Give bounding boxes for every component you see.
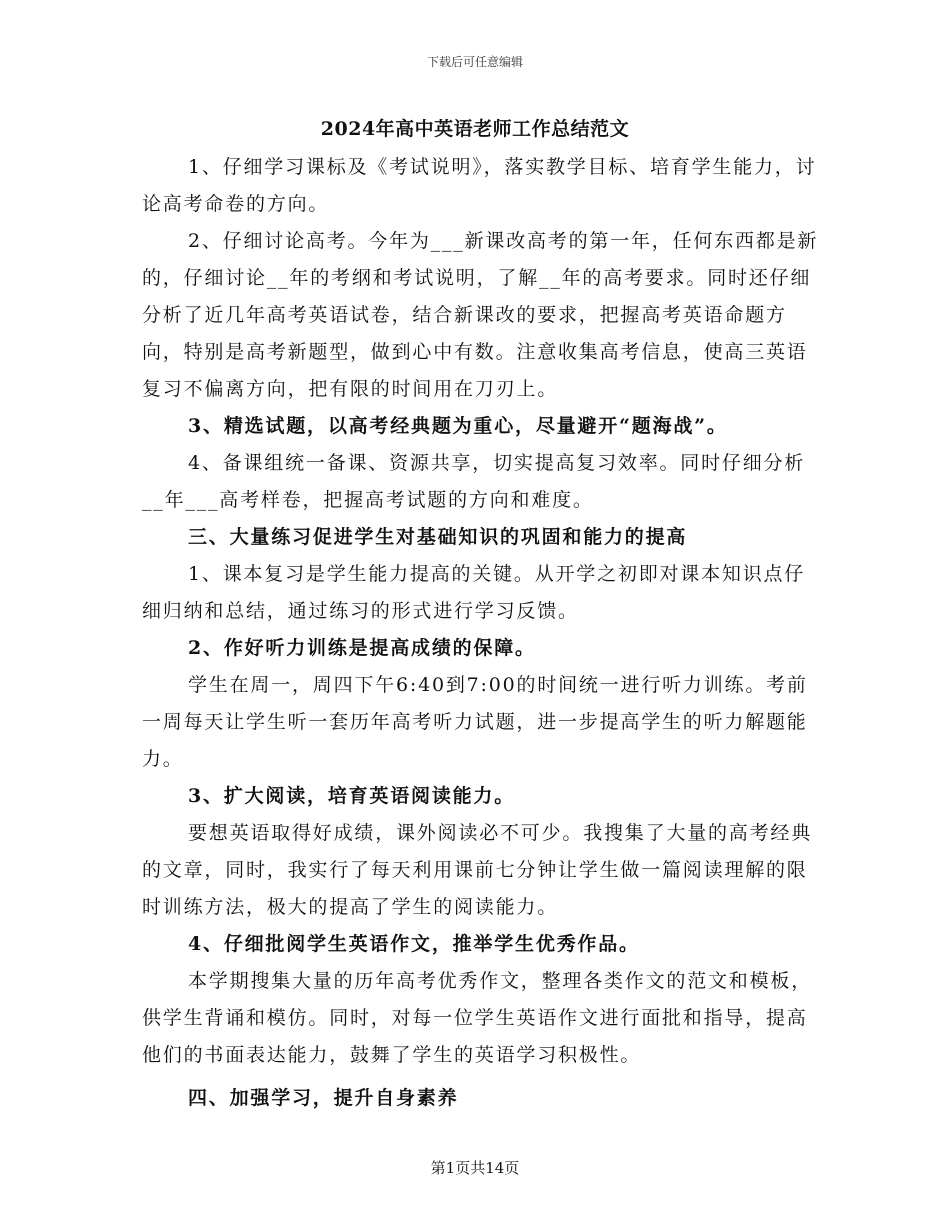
document-body — [142, 149, 822, 1117]
section-heading: 3、精选试题，以高考经典题为重心，尽量避开“题海战”。 — [188, 415, 728, 437]
paragraph: 2、仔细讨论高考。今年为___新课改高考的第一年，任何东西都是新的，仔细讨论__年的考纲和考试说明，了解__年的高考要求。同时还仔细分析了近几年高考英语试卷，结合新课改的要求，把握高考英语命题方向，特别是高考新题型，做到心中有数。注意收集高考信息，使高三英语复习不偏离方向，把有限的时间用在刀刃上。 — [142, 230, 819, 400]
paragraph: 1、仔细学习课标及《考试说明》，落实教学目标、培育学生能力，讨论高考命卷的方向。 — [142, 156, 817, 215]
paragraph: 1、课本复习是学生能力提高的关键。从开学之初即对课本知识点仔细归纳和总结，通过练习的形式进行学习反馈。 — [142, 563, 806, 622]
document-title: 2024年高中英语老师工作总结范文 — [320, 118, 630, 140]
paragraph: 4、备课组统一备课、资源共享，切实提高复习效率。同时仔细分析__年___高考样卷，把握高考试题的方向和难度。 — [142, 452, 806, 511]
page-number: 第1页共14页 — [430, 1159, 520, 1177]
section-heading: 三、大量练习促进学生对基础知识的巩固和能力的提高 — [188, 526, 688, 548]
paragraph: 本学期搜集大量的历年高考优秀作文，整理各类作文的范文和模板，供学生背诵和模仿。同时，对每一位学生英语作文进行面批和指导，提高他们的书面表达能力，鼓舞了学生的英语学习积极性。 — [142, 970, 813, 1066]
paragraph: 要想英语取得好成绩，课外阅读必不可少。我搜集了大量的高考经典的文章，同时，我实行了每天利用课前七分钟让学生做一篇阅读理解的限时训练方法，极大的提高了学生的阅读能力。 — [142, 822, 813, 918]
section-heading: 2、作好听力训练是提高成绩的保障。 — [188, 637, 536, 659]
paragraph: 学生在周一，周四下午6:40到7:00的时间统一进行听力训练。考前一周每天让学生听一套历年高考听力试题，进一步提高学生的听力解题能力。 — [142, 674, 808, 770]
header-note: 下载后可任意编辑 — [426, 55, 523, 69]
section-heading: 四、加强学习，提升自身素养 — [188, 1087, 459, 1109]
section-heading: 3、扩大阅读，培育英语阅读能力。 — [188, 785, 516, 807]
section-heading: 4、仔细批阅学生英语作文，推举学生优秀作品。 — [188, 933, 640, 955]
